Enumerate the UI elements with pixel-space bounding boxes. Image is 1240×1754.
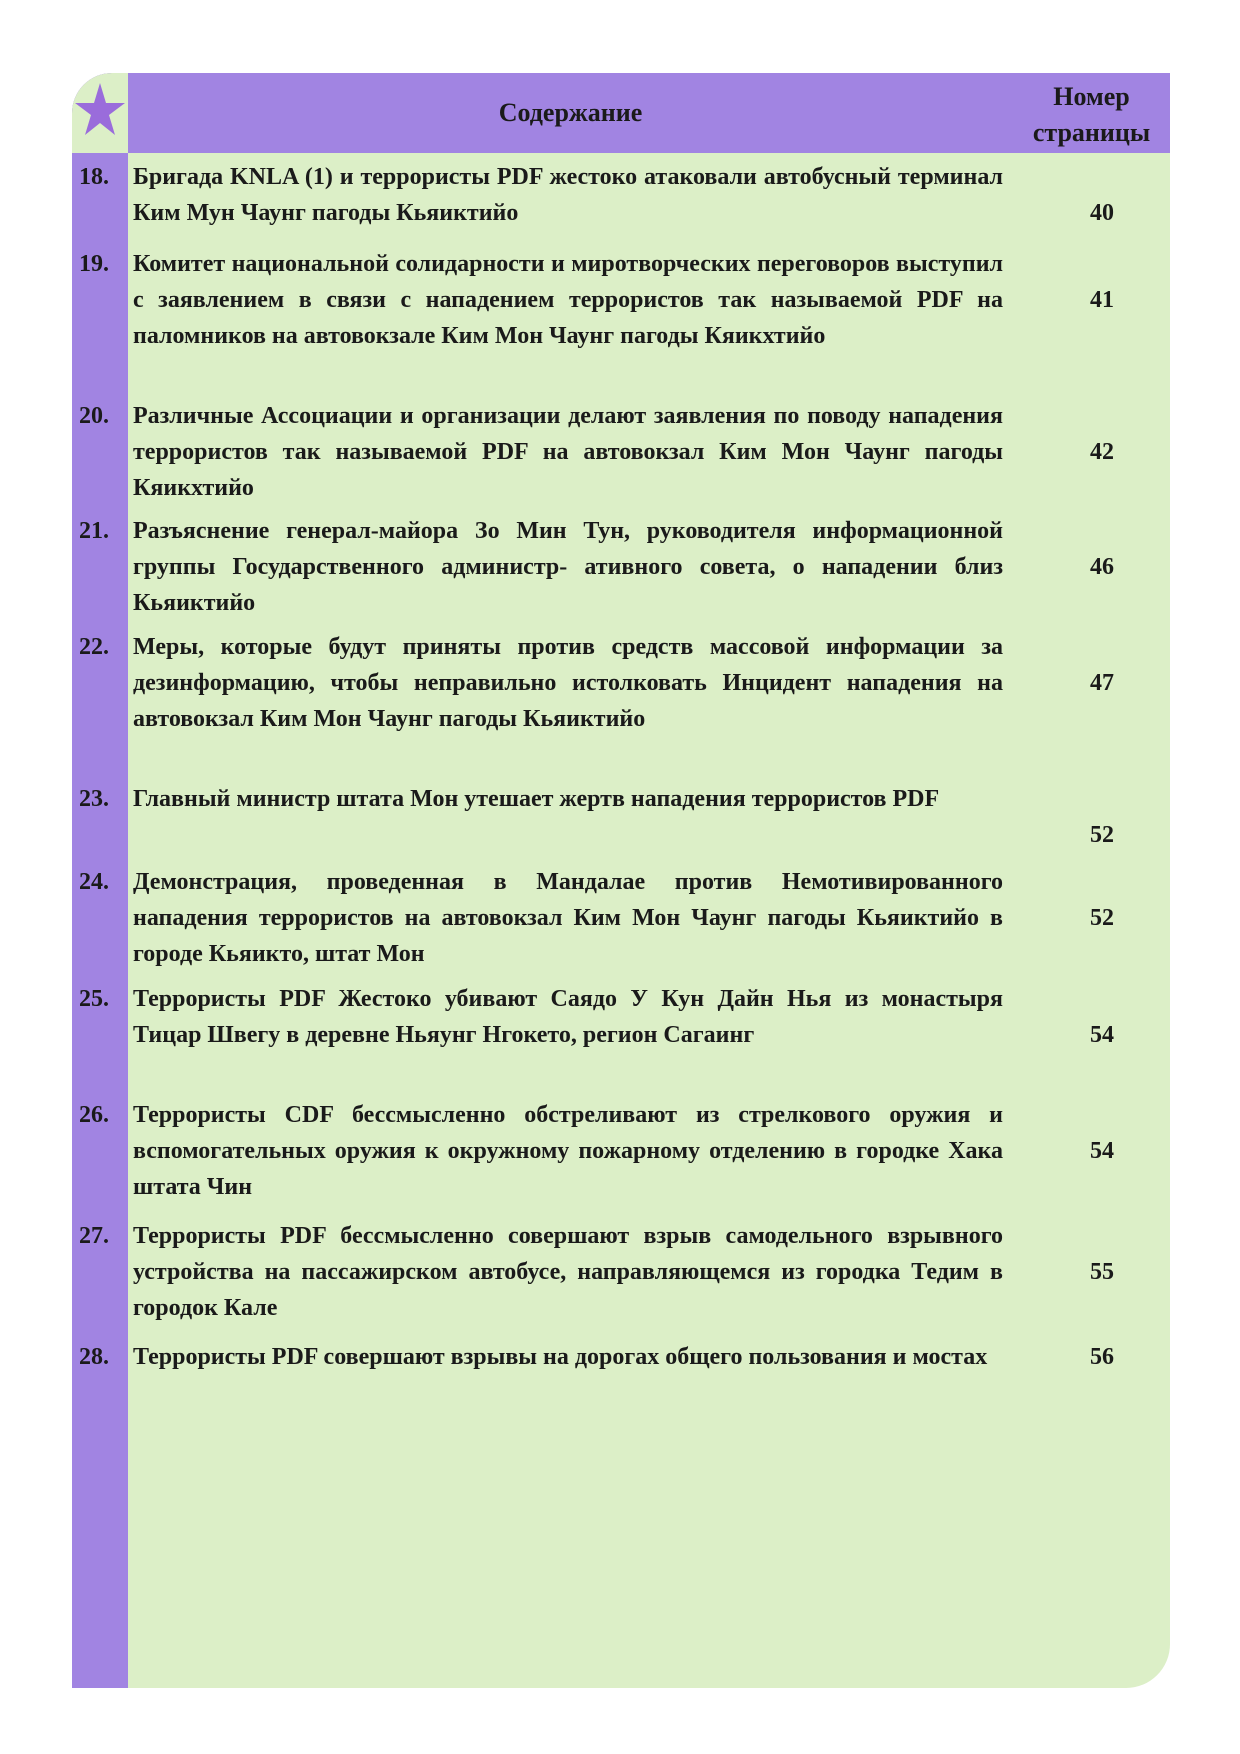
page-number-header bbox=[1013, 79, 1170, 151]
entry-title: Террористы PDF совершают взрывы на дорогах общего пользования и мостах bbox=[133, 1344, 988, 1370]
entry-title: Меры, которые будут приняты против средств массовой информации за дезинформацию, чтобы неправильно истолковать Инцидент нападения на автовокзал Ким Мон Чаунг пагоды Кьяиктийо bbox=[133, 634, 1003, 732]
entry-number: 27. bbox=[79, 1223, 109, 1249]
entry-page: 52 bbox=[1090, 905, 1114, 931]
page-number-header-line1: Номер bbox=[1053, 82, 1130, 111]
entry-title: Комитет национальной солидарности и миротворческих переговоров выступил с заявлением в связи с нападением террористов так называемой PDF на паломников на автовокзале Ким Мон Чаунг пагоды Кяикхтийо bbox=[133, 251, 1003, 349]
entry-number: 23. bbox=[79, 786, 109, 812]
entry-page: 46 bbox=[1090, 554, 1114, 580]
entry-number: 28. bbox=[79, 1344, 109, 1370]
entry-number: 19. bbox=[79, 251, 109, 277]
entry-page: 55 bbox=[1090, 1259, 1114, 1285]
entry-page: 56 bbox=[1090, 1344, 1114, 1370]
entry-page: 42 bbox=[1090, 439, 1114, 465]
entry-page: 41 bbox=[1090, 287, 1114, 313]
entry-number: 25. bbox=[79, 986, 109, 1012]
table-of-contents bbox=[72, 73, 1170, 1688]
entry-number: 22. bbox=[79, 634, 109, 660]
corner-star-box bbox=[72, 73, 128, 153]
entry-title: Террористы PDF бессмысленно совершают взрыв самодельного взрывного устройства на пассажирском автобусе, направляющемся из городка Тедим в городок Кале bbox=[133, 1223, 1003, 1321]
entry-number: 26. bbox=[79, 1102, 109, 1128]
entry-title: Разъяснение генерал-майора Зо Мин Тун, руководителя информационной группы Государственного администр- ативного совета, о нападении близ Кьяиктийо bbox=[133, 518, 1003, 616]
entry-page: 52 bbox=[1090, 822, 1114, 848]
toc-title: Содержание bbox=[498, 98, 643, 127]
entry-number: 24. bbox=[79, 869, 109, 895]
entry-number: 20. bbox=[79, 403, 109, 429]
entry-title: Различные Ассоциации и организации делают заявления по поводу нападения террористов так называемой PDF на автовокзал Ким Мон Чаунг пагоды Кяикхтийо bbox=[133, 403, 1003, 501]
star-icon bbox=[75, 79, 125, 141]
header-bar bbox=[128, 73, 1170, 153]
entry-number: 21. bbox=[79, 518, 109, 544]
entry-page: 54 bbox=[1090, 1022, 1114, 1048]
entry-title: Главный министр штата Мон утешает жертв нападения террористов PDF bbox=[133, 786, 940, 812]
entry-number: 18. bbox=[79, 164, 109, 190]
entry-title: Террористы PDF Жестоко убивают Саядо У Кун Дайн Нья из монастыря Тицар Швегу в деревне Ньяунг Нгокето, регион Сагаинг bbox=[133, 986, 1003, 1048]
entry-page: 54 bbox=[1090, 1138, 1114, 1164]
entry-page: 47 bbox=[1090, 670, 1114, 696]
entry-page: 40 bbox=[1090, 200, 1114, 226]
entry-title: Демонстрация, проведенная в Мандалае против Немотивированного нападения террористов на автовокзал Ким Мон Чаунг пагоды Кьяиктийо в городе Кьяикто, штат Мон bbox=[133, 869, 1003, 967]
entry-title: Бригада KNLA (1) и террористы PDF жестоко атаковали автобусный терминал Ким Мун Чаунг пагоды Кьяиктийо bbox=[133, 164, 1003, 226]
page-number-header-line2: страницы bbox=[1032, 118, 1151, 147]
entry-title: Террористы CDF бессмысленно обстреливают из стрелкового оружия и вспомогательных оружия к окружному пожарному отделению в городке Хака штата Чин bbox=[133, 1102, 1003, 1200]
